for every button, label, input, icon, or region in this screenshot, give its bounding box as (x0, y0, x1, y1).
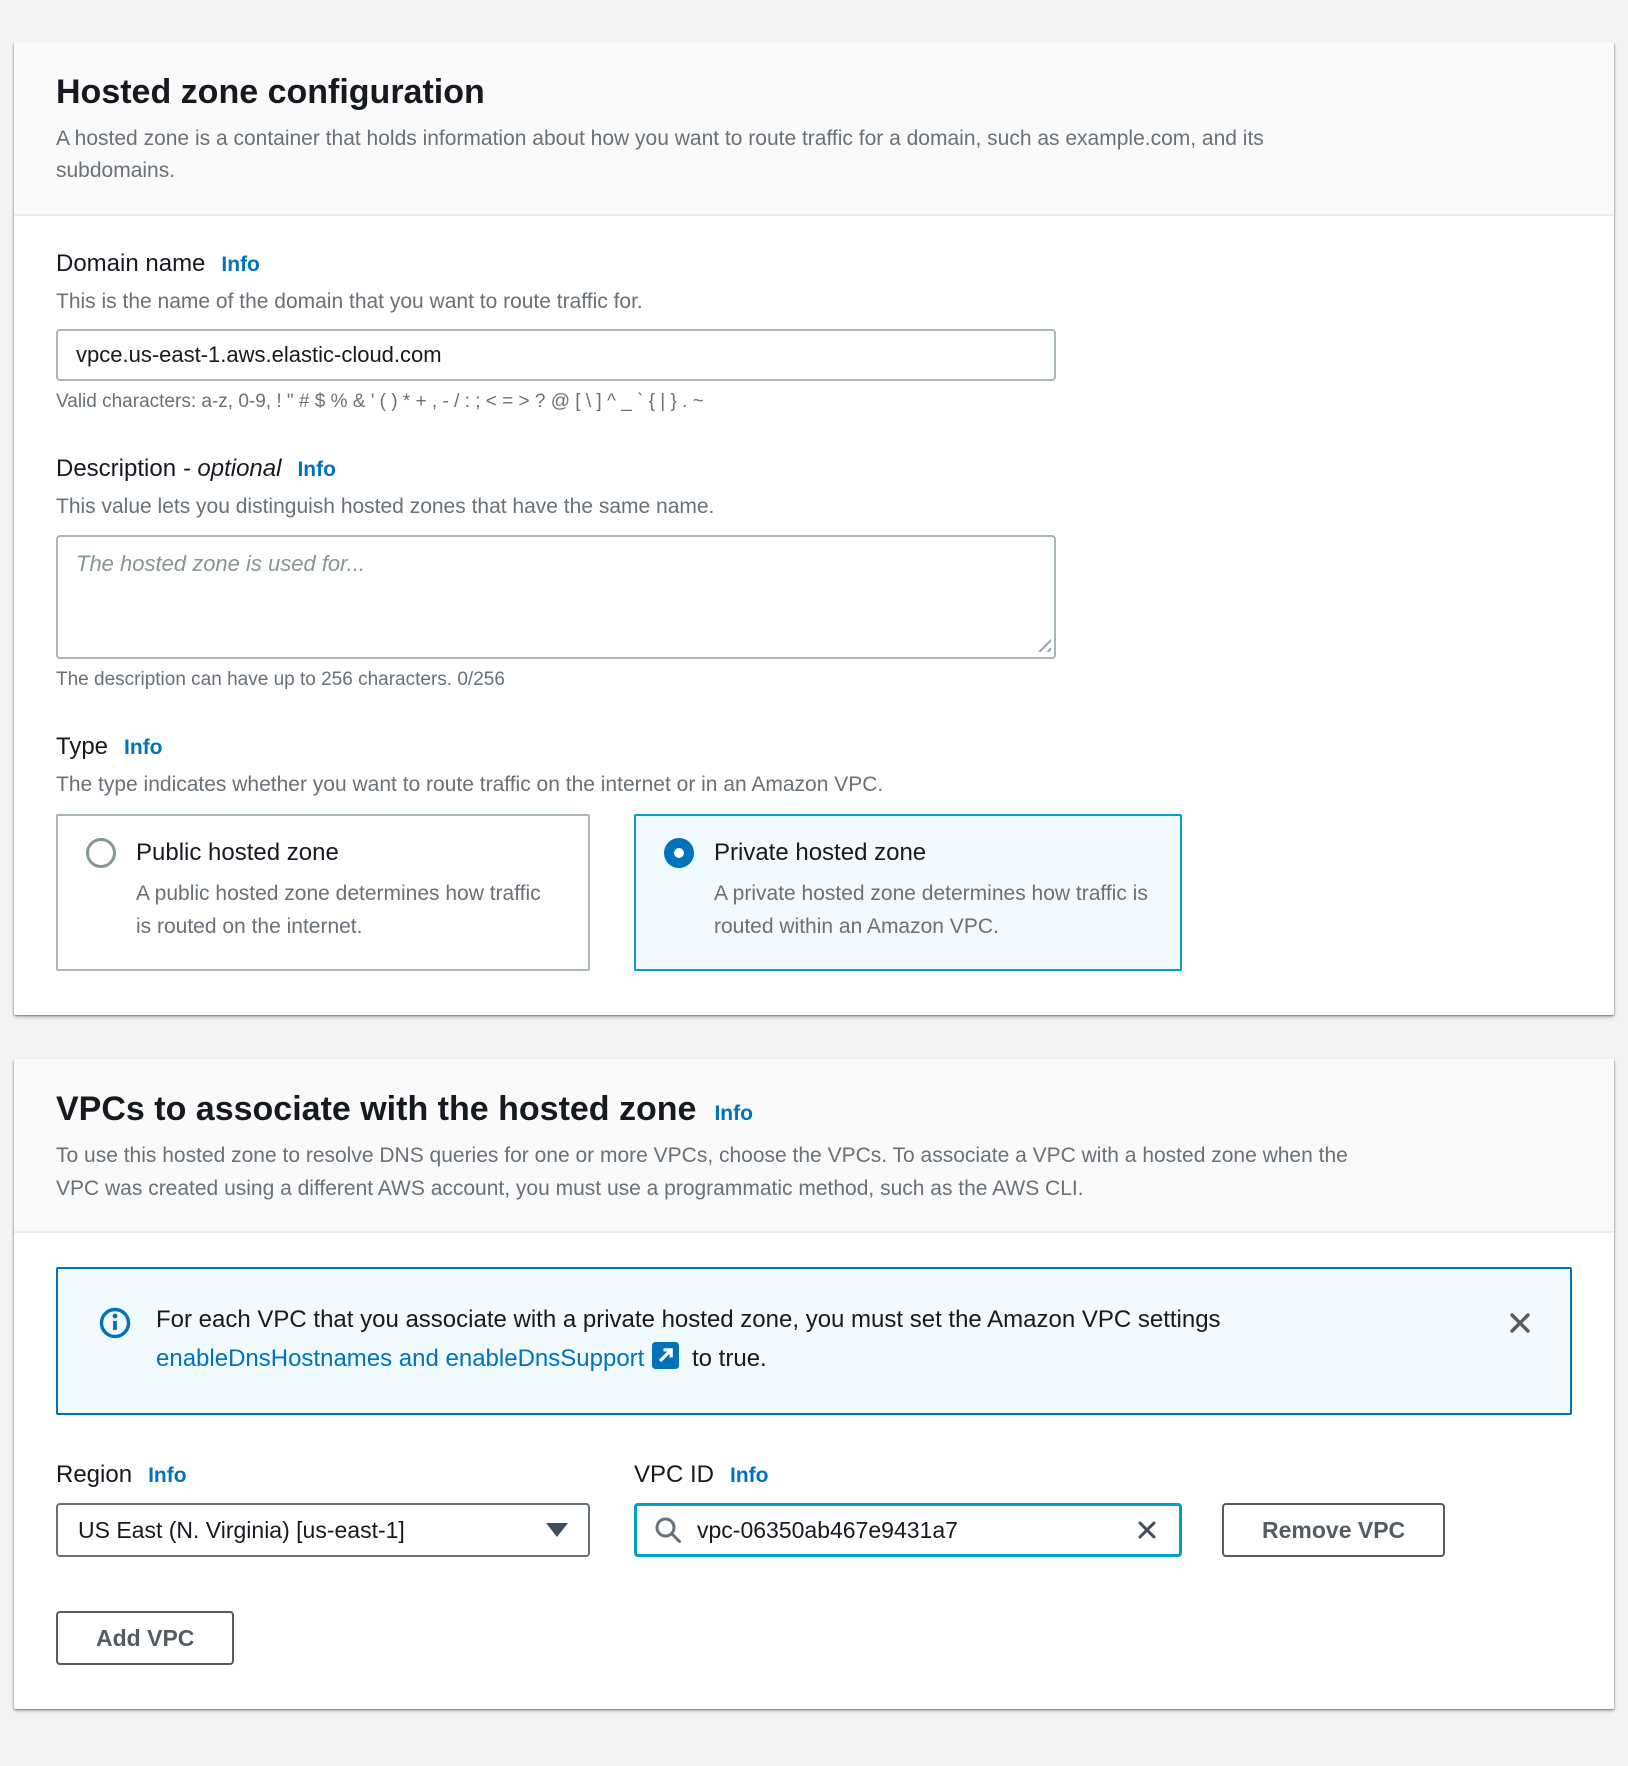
type-label: Type (56, 732, 109, 760)
description-textarea-wrap (56, 535, 1056, 659)
domain-name-input[interactable] (56, 329, 1056, 381)
description-counter: The description can have up to 256 characters. 0/256 (56, 668, 505, 690)
description-textarea[interactable] (56, 535, 1056, 659)
vpc-card-info-link[interactable]: Info (714, 1102, 753, 1126)
vpc-card-title-row (56, 1089, 1572, 1130)
radio-checked-icon[interactable] (664, 838, 694, 868)
hosted-zone-card-title: Hosted zone configuration (56, 73, 485, 111)
private-hosted-zone-option[interactable] (634, 814, 1182, 971)
domain-name-field (56, 250, 1572, 414)
vpc-id-input[interactable] (695, 1516, 1117, 1545)
region-info-link[interactable]: Info (148, 1464, 187, 1488)
hosted-zone-card-description: A hosted zone is a container that holds information about how you want to route traffic for a domain, such as example.com, and its subdomains. (56, 126, 1264, 183)
info-icon (98, 1306, 132, 1345)
public-hosted-zone-option[interactable] (56, 814, 590, 971)
banner-settings-link[interactable]: enableDnsHostnames and enableDnsSupport (156, 1344, 645, 1372)
type-radio-group (56, 814, 1572, 971)
vpc-id-label: VPC ID (634, 1461, 715, 1489)
domain-name-constraint: Valid characters: a-z, 0-9, ! " # $ % & ' ( ) * + , - / : ; < = > ? @ [ \ ] ^ _ ` { | } . ~ (56, 391, 704, 413)
public-hosted-zone-description: A public hosted zone determines how traffic is routed on the internet. (136, 882, 541, 938)
search-icon (653, 1515, 683, 1545)
region-select[interactable] (56, 1503, 590, 1557)
remove-vpc-button[interactable]: Remove VPC (1222, 1503, 1445, 1557)
vpcs-to-associate-card (14, 1059, 1614, 1709)
radio-unchecked-icon[interactable] (86, 838, 116, 868)
info-banner (56, 1267, 1572, 1415)
vpc-id-label-row (634, 1461, 1182, 1489)
region-label-row (56, 1461, 590, 1489)
banner-text-before-link: For each VPC that you associate with a private hosted zone, you must set the Amazon VPC settings (156, 1306, 1221, 1334)
region-column (56, 1461, 590, 1557)
description-info-link[interactable]: Info (297, 458, 336, 482)
private-hosted-zone-description: A private hosted zone determines how traffic is routed within an Amazon VPC. (714, 882, 1148, 938)
public-hosted-zone-radio-row (86, 838, 560, 868)
description-help: This value lets you distinguish hosted zones that have the same name. (56, 495, 715, 519)
chevron-down-icon (546, 1523, 568, 1537)
vpc-card-title: VPCs to associate with the hosted zone (56, 1090, 697, 1129)
type-help: The type indicates whether you want to route traffic on the internet or in an Amazon VPC. (56, 772, 884, 796)
description-label-row (56, 455, 1572, 483)
private-hosted-zone-radio-row (664, 838, 1152, 868)
public-hosted-zone-title: Public hosted zone (136, 839, 339, 867)
vpc-id-search-box (634, 1503, 1182, 1557)
private-hosted-zone-title: Private hosted zone (714, 839, 927, 867)
hosted-zone-configuration-card (14, 42, 1614, 1015)
vpc-id-column (634, 1461, 1182, 1557)
description-field (56, 455, 1572, 691)
add-vpc-button[interactable]: Add VPC (56, 1611, 234, 1665)
hosted-zone-card-header (14, 42, 1614, 216)
type-info-link[interactable]: Info (124, 735, 163, 759)
domain-name-label: Domain name (56, 249, 206, 277)
description-optional-label: - optional (182, 455, 282, 483)
vpc-card-header (14, 1059, 1614, 1233)
hosted-zone-card-body (14, 216, 1614, 1016)
vpc-association-row (56, 1461, 1572, 1557)
banner-text (156, 1301, 1454, 1381)
external-link-icon[interactable] (652, 1342, 679, 1381)
description-label: Description - optional (56, 455, 282, 483)
clear-x-icon (1133, 1516, 1161, 1544)
type-field (56, 733, 1572, 972)
region-select-value: US East (N. Virginia) [us-east-1] (78, 1516, 405, 1543)
vpc-id-clear-button[interactable] (1129, 1512, 1165, 1548)
vpc-card-body (14, 1233, 1614, 1709)
domain-name-info-link[interactable]: Info (221, 252, 260, 276)
region-label: Region (56, 1461, 133, 1489)
type-label-row (56, 733, 1572, 761)
banner-text-after-link: to true. (692, 1344, 767, 1372)
close-icon (1504, 1307, 1536, 1339)
vpc-card-description: To use this hosted zone to resolve DNS queries for one or more VPCs, choose the VPCs. To associate a VPC with a hosted zone when the VPC was created using a different AWS account, you must use a programmatic method, such as the AWS CLI. (56, 1144, 1348, 1200)
domain-name-label-row (56, 250, 1572, 278)
vpc-id-info-link[interactable]: Info (730, 1464, 769, 1488)
domain-name-help: This is the name of the domain that you want to route traffic for. (56, 289, 643, 313)
banner-close-button[interactable] (1498, 1301, 1542, 1348)
